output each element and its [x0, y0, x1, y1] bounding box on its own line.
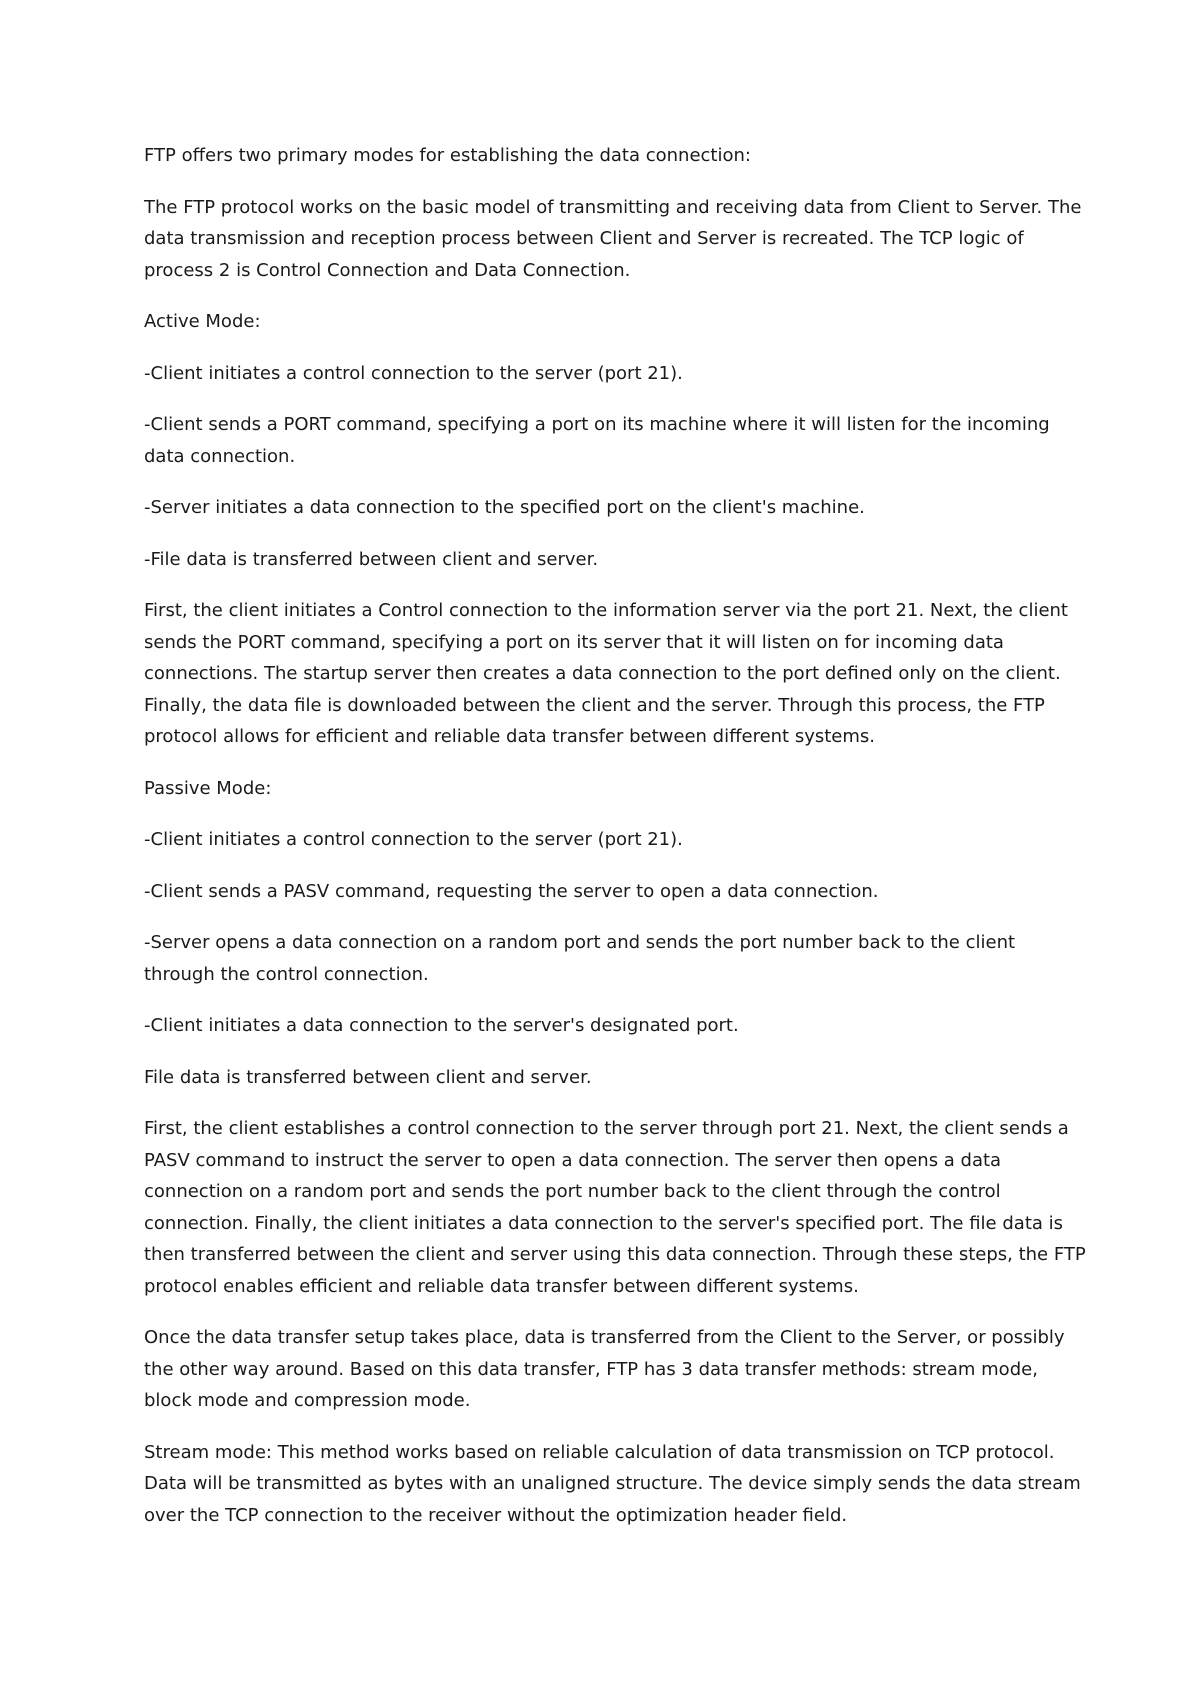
- paragraph-ftp-model: The FTP protocol works on the basic model of transmitting and receiving data from Client to Server. The data transmission and reception process between Client and Server is recreated. The TCP logic of process 2 is Control Connection and Data Connection.: [144, 196, 1082, 281]
- paragraph-passive-summary: First, the client establishes a control connection to the server through port 21. Next, the client sends a PASV command to instruct the server to open a data connection. The server then opens a data connection on a random port and sends the port number back to the client through the control connection. Finally, the client initiates a data connection to the server's specified port. The file data is then transferred between the client and server using this data connection. Through these steps, the FTP protocol enables efficient and reliable data transfer between different systems.: [144, 1118, 1086, 1297]
- active-step-1: -Client initiates a control connection to the server (port 21).: [144, 362, 683, 384]
- active-step-4: -File data is transferred between client and server.: [144, 548, 599, 570]
- passive-step-1: -Client initiates a control connection to the server (port 21).: [144, 829, 683, 850]
- passive-step-4: -Client initiates a data connection to the server's designated port.: [144, 1015, 739, 1036]
- paragraph-active-summary: First, the client initiates a Control connection to the information server via the port 21. Next, the client sends the PORT command, specifying a port on its server that it will listen on for incoming data connections. The startup server then creates a data connection to the port defined only on the client. Finally, the data file is downloaded between the client and the server. Through this process, the FTP protocol allows for efficient and reliable data transfer between different systems.: [144, 600, 1068, 747]
- passive-step-5: File data is transferred between client and server.: [144, 1066, 592, 1088]
- passive-step-3: -Server opens a data connection on a random port and sends the port number back to the client through the control connection.: [144, 932, 1016, 985]
- active-step-2: -Client sends a PORT command, specifying a port on its machine where it will listen for the incoming data connection.: [144, 414, 1050, 467]
- active-step-3: -Server initiates a data connection to the specified port on the client's machine.: [144, 497, 865, 518]
- passive-step-2: -Client sends a PASV command, requesting the server to open a data connection.: [144, 880, 879, 902]
- heading-active-mode: Active Mode:: [144, 311, 261, 332]
- document-page: [144, 140, 1088, 1551]
- intro-line: FTP offers two primary modes for establishing the data connection:: [144, 145, 751, 166]
- paragraph-stream-mode: Stream mode: This method works based on reliable calculation of data transmission on TCP protocol. Data will be transmitted as bytes with an unaligned structure. The device simply sends the data stream over the TCP connection to the receiver without the optimization header field.: [144, 1441, 1081, 1526]
- paragraph-transfer-methods: Once the data transfer setup takes place, data is transferred from the Client to the Server, or possibly the other way around. Based on this data transfer, FTP has 3 data transfer methods: stream mode, block mode and compression mode.: [144, 1327, 1065, 1411]
- heading-passive-mode: Passive Mode:: [144, 777, 272, 799]
